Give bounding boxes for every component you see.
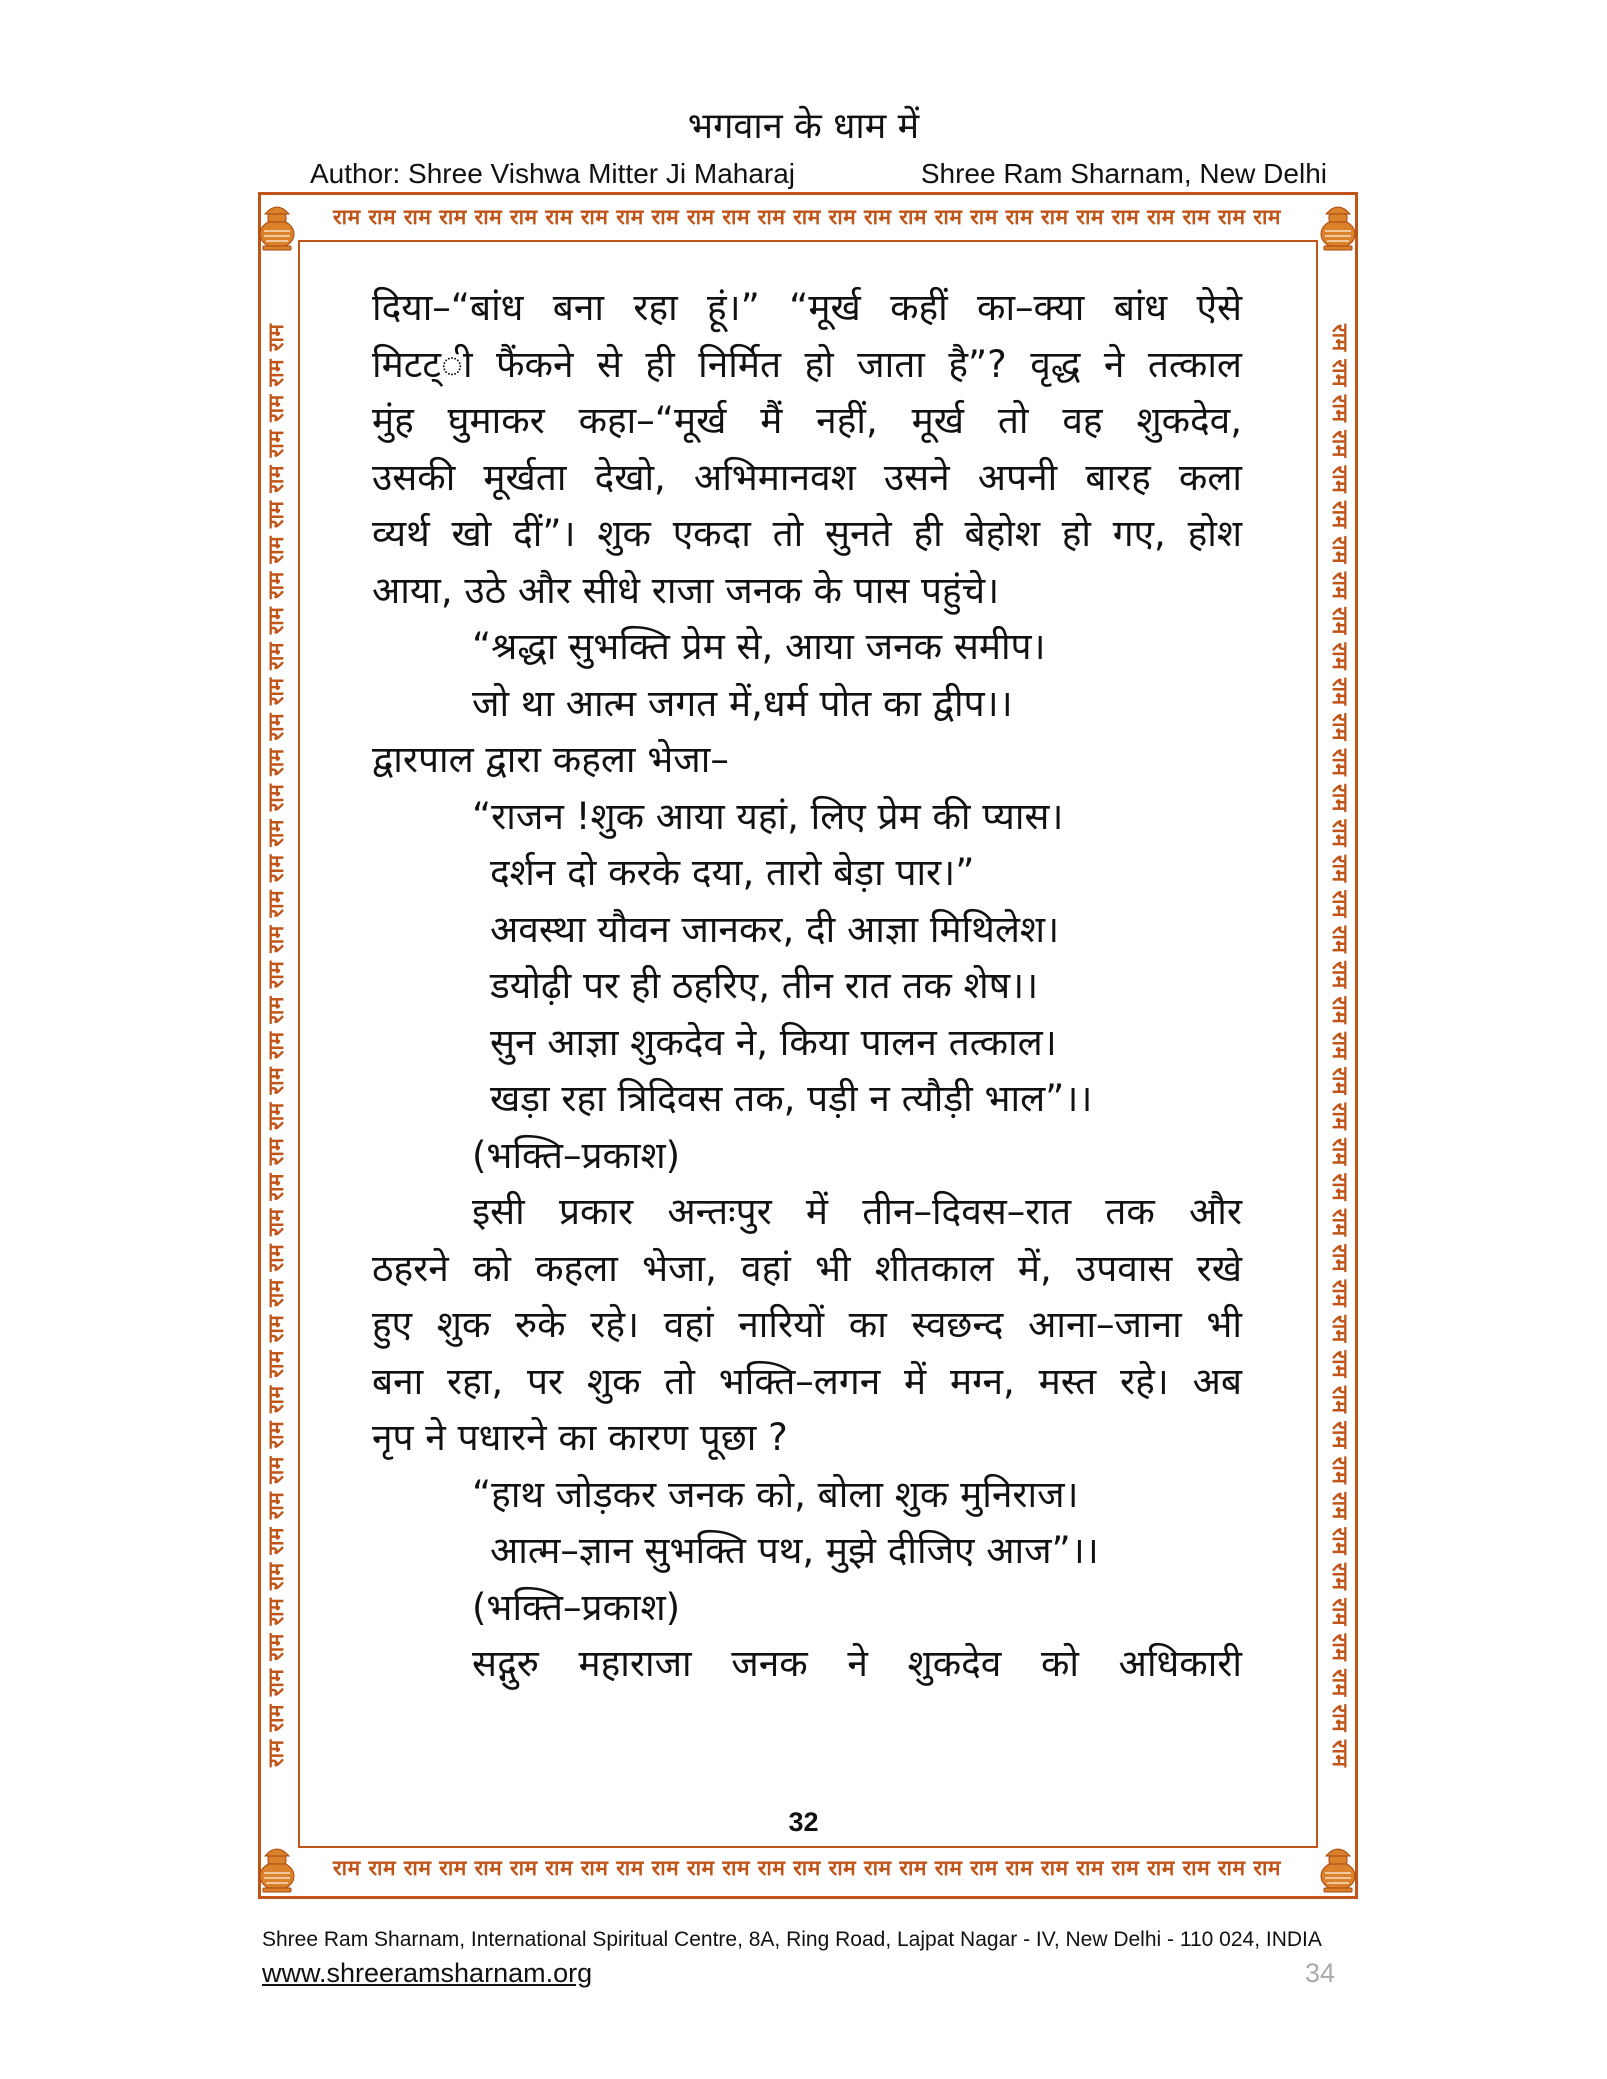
body-line: उसकी मूर्खता देखो, अभिमानवश उसने अपनी बारह कला <box>372 455 1242 499</box>
verse-line: डयोढ़ी पर ही ठहरिए, तीन रात तक शेष।। <box>490 964 1039 1007</box>
book-title: भगवान के धाम में <box>687 106 920 147</box>
footer-address: Shree Ram Sharnam, International Spiritual Centre, 8A, Ring Road, Lajpat Nagar - IV, New Delhi - 110 024, INDIA <box>262 1928 1322 1951</box>
border-bottom-text: राम राम राम राम राम राम राम राम राम राम राम राम राम राम राम राम राम राम राम राम राम राम राम राम राम राम राम <box>333 1856 1281 1880</box>
body-line: हुए शुक रुके रहे। वहां नारियों का स्वछन्द आना–जाना भी <box>372 1303 1242 1346</box>
body-line: ठहरने को कहला भेजा, वहां भी शीतकाल में, उपवास रखे <box>372 1246 1242 1290</box>
author-line: Author: Shree Vishwa Mitter Ji Maharaj <box>310 158 796 189</box>
body-line: द्वारपाल द्वारा कहला भेजा– <box>372 738 729 781</box>
body-line: व्यर्थ खो दीं”। शुक एकदा तो सुनते ही बेहोश हो गए, होश <box>372 512 1242 555</box>
kalash-ornament-icon <box>1316 1840 1360 1894</box>
verse-line: आत्म–ज्ञान सुभक्ति पथ, मुझे दीजिए आज”।। <box>490 1529 1099 1572</box>
border-top-text: राम राम राम राम राम राम राम राम राम राम राम राम राम राम राम राम राम राम राम राम राम राम राम राम राम राम राम <box>333 205 1281 229</box>
border-left-text: राम राम राम राम राम राम राम राम राम राम राम राम राम राम राम राम राम राम राम राम राम राम राम राम राम राम राम राम राम राम राम राम राम राम राम राम राम राम राम राम राम <box>264 323 288 1768</box>
kalash-ornament-icon <box>255 198 299 252</box>
body-line: मिटट्ी फैंकने से ही निर्मित हो जाता है”? वृद्ध ने तत्काल <box>372 342 1242 386</box>
body-line: बना रहा, पर शुक तो भक्ति–लगन में मग्न, मस्त रहे। अब <box>372 1359 1242 1403</box>
publisher-line: Shree Ram Sharnam, New Delhi <box>920 158 1327 189</box>
body-line: दिया–“बांध बना रहा हूं।” “मूर्ख कहीं का–क्या बांध ऐसे <box>372 286 1242 329</box>
verse-line: खड़ा रहा त्रिदिवस तक, पड़ी न त्यौड़ी भाल”।। <box>490 1077 1093 1120</box>
body-line: मुंह घुमाकर कहा–“मूर्ख मैं नहीं, मूर्ख तो वह शुकदेव, <box>372 399 1242 442</box>
body-line: सद्गुरु महाराजा जनक ने शुकदेव को अधिकारी <box>472 1642 1242 1685</box>
body-line: नृप ने पधारने का कारण पूछा ? <box>372 1416 788 1459</box>
pdf-page-number: 34 <box>1305 1958 1336 1988</box>
verse-line: दर्शन दो करके दया, तारो बेड़ा पार।” <box>490 851 975 894</box>
citation: (भक्ति–प्रकाश) <box>472 1585 681 1629</box>
page-number: 32 <box>788 1807 819 1837</box>
verse-line: अवस्था यौवन जानकर, दी आज्ञा मिथिलेश। <box>490 907 1060 951</box>
verse-line: “हाथ जोड़कर जनक को, बोला शुक मुनिराज। <box>472 1472 1079 1516</box>
citation: (भक्ति–प्रकाश) <box>472 1133 681 1177</box>
body-line: आया, उठे और सीधे राजा जनक के पास पहुंचे। <box>372 568 1000 612</box>
verse-line: “राजन !शुक आया यहां, लिए प्रेम की प्यास। <box>472 794 1064 838</box>
body-line: इसी प्रकार अन्तःपुर में तीन–दिवस–रात तक और <box>472 1190 1242 1233</box>
page-body <box>372 280 1242 1693</box>
verse-line: सुन आज्ञा शुकदेव ने, किया पालन तत्काल। <box>490 1020 1057 1064</box>
verse-line: जो था आत्म जगत में,धर्म पोत का द्वीप।। <box>472 681 1013 725</box>
border-right-text: राम राम राम राम राम राम राम राम राम राम राम राम राम राम राम राम राम राम राम राम राम राम राम राम राम राम राम राम राम राम राम राम राम राम राम राम राम राम राम राम राम <box>1328 323 1352 1768</box>
kalash-ornament-icon <box>1316 198 1360 252</box>
kalash-ornament-icon <box>255 1840 299 1894</box>
verse-line: “श्रद्धा सुभक्ति प्रेम से, आया जनक समीप। <box>472 625 1046 668</box>
website-link[interactable]: www.shreeramsharnam.org <box>262 1958 593 1988</box>
